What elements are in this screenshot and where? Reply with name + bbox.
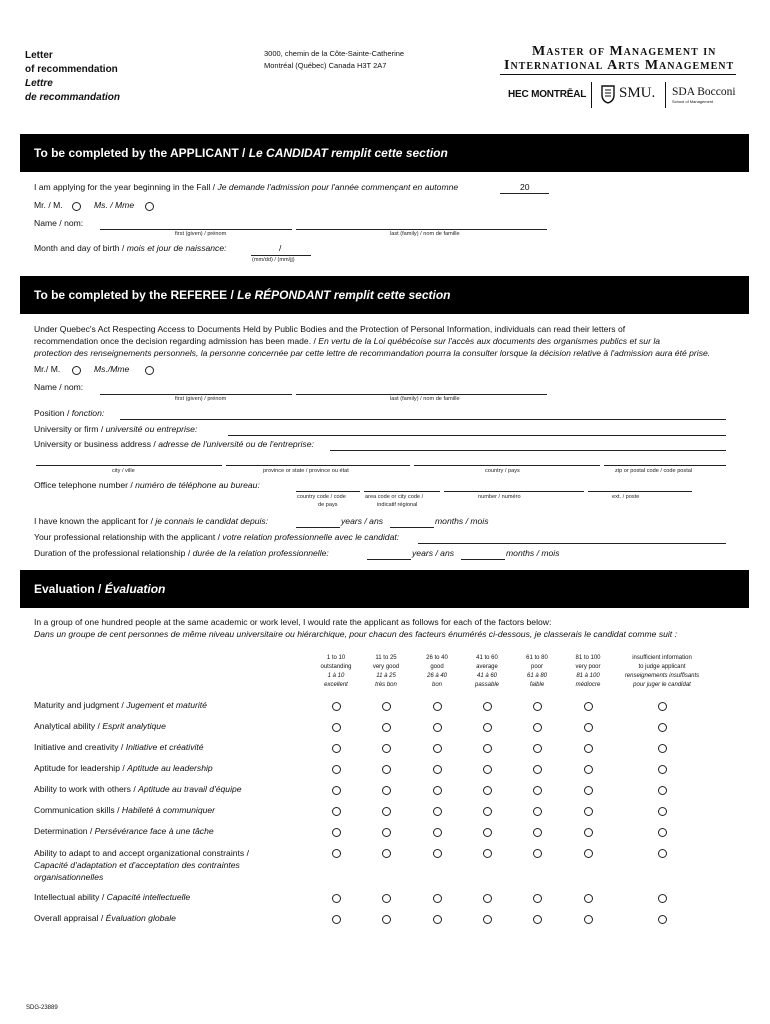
country-code-hint-2: de pays	[318, 502, 338, 508]
rating-radio[interactable]	[433, 807, 442, 816]
postal-code-hint: zip or postal code / code postal	[615, 468, 693, 474]
rating-radio[interactable]	[533, 915, 542, 924]
rating-radio[interactable]	[658, 744, 667, 753]
ext-hint: ext. / poste	[612, 494, 640, 500]
factor-label	[34, 742, 204, 752]
rating-radio[interactable]	[584, 744, 593, 753]
rating-radio[interactable]	[658, 915, 667, 924]
rating-radio[interactable]	[483, 744, 492, 753]
known-years-label: years / ans	[341, 516, 384, 526]
rating-radio[interactable]	[533, 786, 542, 795]
referee-mr-label: Mr./ M.	[34, 364, 61, 374]
rating-column-header	[614, 654, 710, 690]
referee-last-name-hint: last (family) / nom de famille	[390, 396, 460, 402]
rating-column-header-line: average	[476, 664, 498, 670]
address-line-1: 3000, chemin de la Côte-Sainte-Catherine	[264, 49, 405, 58]
rating-column-header-line: renseignements insuffisants	[624, 673, 700, 679]
rating-radio[interactable]	[483, 894, 492, 903]
known-years-field[interactable]	[296, 527, 340, 528]
privacy-notice-line-2	[34, 336, 660, 346]
rating-radio[interactable]	[433, 849, 442, 858]
rating-column-header-line: faible	[529, 682, 545, 688]
referee-first-name-field[interactable]	[100, 394, 292, 395]
rating-radio[interactable]	[658, 894, 667, 903]
footer-code: SDG-23889	[26, 1005, 58, 1011]
privacy-notice-line-1: Under Quebec's Act Respecting Access to Documents Held by Public Bodies and the Protection of Personal Information, individuals can read their letters of	[34, 324, 626, 334]
factor-label-fr: Esprit analytique	[102, 721, 166, 731]
city-hint: city / ville	[112, 468, 135, 474]
referee-heading-fr: Le RÉPONDANT remplit cette section	[237, 288, 451, 302]
rating-radio[interactable]	[483, 765, 492, 774]
duration-months-field[interactable]	[461, 559, 505, 560]
rating-column-header-line: médiocre	[575, 682, 601, 688]
logo-hec-montreal: HEC MONTRĒAL	[508, 89, 587, 100]
rating-radio[interactable]	[533, 702, 542, 711]
address-label-en: University or business address /	[34, 439, 159, 449]
privacy-notice-line-2-fr: En vertu de la Loi québécoise sur l'accès aux documents des organismes publics et sur la	[318, 336, 661, 346]
position-label-en: Position /	[34, 408, 72, 418]
duration-years-label: years / ans	[412, 548, 455, 558]
rating-radio[interactable]	[533, 723, 542, 732]
known-label-en: I have known the applicant for /	[34, 516, 156, 526]
rating-radio[interactable]	[533, 828, 542, 837]
factor-label-en: Communication skills /	[34, 805, 122, 815]
rating-radio[interactable]	[584, 894, 593, 903]
rating-column-header-line: 61 to 80	[526, 655, 548, 661]
rating-radio[interactable]	[382, 894, 391, 903]
rating-column-header-line: passable	[474, 682, 500, 688]
rating-radio[interactable]	[533, 849, 542, 858]
rating-radio[interactable]	[382, 744, 391, 753]
evaluation-intro-en: In a group of one hundred people at the same academic or work level, I would rate the applicant as follows for each of the factors below:	[34, 617, 552, 627]
rating-column-header-line: very poor	[575, 664, 601, 670]
rating-radio[interactable]	[332, 915, 341, 924]
factor-label	[34, 892, 190, 902]
phone-number-field[interactable]	[444, 491, 584, 492]
applicant-mr-radio[interactable]	[72, 202, 81, 211]
referee-ms-label: Ms./Mme	[94, 364, 130, 374]
referee-name-label-text: Name / nom:	[34, 382, 84, 392]
rating-radio[interactable]	[584, 765, 593, 774]
rating-radio[interactable]	[433, 765, 442, 774]
rating-column-header-line: to judge applicant	[638, 664, 686, 670]
applicant-ms-label: Ms. / Mme	[94, 200, 135, 210]
phone-label-en: Office telephone number /	[34, 480, 136, 490]
factor-label	[34, 784, 242, 794]
title-fr-2: de recommandation	[25, 92, 121, 103]
duration-label	[34, 548, 329, 558]
applying-label	[34, 182, 458, 192]
title-fr-1: Lettre	[25, 78, 53, 89]
factor-label-fr: Évaluation globale	[105, 913, 176, 923]
title-en-1: Letter	[25, 50, 53, 61]
factor-label	[34, 847, 284, 883]
applicant-heading-fr: Le CANDIDAT remplit cette section	[248, 146, 448, 160]
rating-column-header-line: 61 à 80	[526, 673, 548, 679]
rating-radio[interactable]	[483, 786, 492, 795]
rating-radio[interactable]	[332, 744, 341, 753]
phone-ext-field[interactable]	[588, 491, 692, 492]
factor-label	[34, 913, 176, 923]
rating-column-header-line: outstanding	[320, 664, 352, 670]
logo-sda-bocconi-sub: School of Management	[672, 99, 714, 104]
program-title-2: International Arts Management	[504, 58, 735, 73]
factor-label-en: Ability to work with others /	[34, 784, 139, 794]
rating-radio[interactable]	[483, 849, 492, 858]
area-code-hint-2: indicatif régional	[377, 502, 418, 508]
university-label	[34, 424, 197, 434]
logo-divider-1	[591, 82, 592, 108]
phone-area-code-field[interactable]	[364, 491, 440, 492]
rating-radio[interactable]	[433, 702, 442, 711]
factor-label	[34, 700, 207, 710]
rating-column-header-line: 11 to 25	[375, 655, 397, 661]
factor-label-en: Overall appraisal /	[34, 913, 106, 923]
phone-country-code-field[interactable]	[296, 491, 360, 492]
factor-label	[34, 763, 213, 773]
rating-radio[interactable]	[584, 702, 593, 711]
logo-divider-2	[665, 82, 666, 108]
rating-column-header-line: excellent	[324, 682, 348, 688]
rating-radio[interactable]	[483, 828, 492, 837]
rating-radio[interactable]	[483, 915, 492, 924]
rating-radio[interactable]	[382, 702, 391, 711]
rating-column-header-line: très bon	[375, 682, 397, 688]
rating-radio[interactable]	[332, 849, 341, 858]
rating-radio[interactable]	[483, 807, 492, 816]
factor-label	[34, 826, 214, 836]
rating-radio[interactable]	[332, 786, 341, 795]
factor-label-fr: Initiative et créativité	[125, 742, 204, 752]
relationship-label	[34, 532, 399, 542]
rating-radio[interactable]	[658, 807, 667, 816]
rating-radio[interactable]	[533, 744, 542, 753]
evaluation-heading-en: Evaluation /	[34, 582, 105, 596]
rating-radio[interactable]	[382, 723, 391, 732]
factor-label-en: Initiative and creativity /	[34, 742, 126, 752]
program-title-1: Master of Management in	[532, 44, 717, 59]
rating-radio[interactable]	[658, 765, 667, 774]
title-en-2: of recommendation	[25, 64, 118, 75]
applicant-last-name-hint: last (family) / nom de famille	[390, 231, 460, 237]
address-label	[34, 439, 314, 449]
factor-label-fr: Persévérance face à une tâche	[94, 826, 214, 836]
rating-column-header-line: poor	[530, 664, 543, 670]
rating-radio[interactable]	[658, 828, 667, 837]
factor-label	[34, 721, 166, 731]
rating-radio[interactable]	[382, 786, 391, 795]
duration-label-fr: durée de la relation professionnelle:	[192, 548, 329, 558]
factor-label-fr: Habileté à communiquer	[121, 805, 216, 815]
known-label-fr: je connais le candidat depuis:	[155, 516, 269, 526]
rating-radio[interactable]	[382, 807, 391, 816]
rating-column-header-line: 26 to 40	[426, 655, 448, 661]
university-label-fr: université ou entreprise:	[105, 424, 198, 434]
referee-name-label	[34, 382, 83, 392]
rating-radio[interactable]	[332, 807, 341, 816]
address-label-fr: adresse de l'université ou de l'entreprise:	[158, 439, 314, 449]
applicant-name-label-text: Name / nom:	[34, 218, 84, 228]
birth-label-en: Month and day of birth /	[34, 243, 127, 253]
province-field[interactable]	[226, 465, 410, 466]
logo-sda-bocconi: SDA Bocconi	[672, 86, 736, 98]
rating-column-header-line: 81 to 100	[575, 655, 601, 661]
factor-label-en: Ability to adapt to and accept organizational constraints /	[34, 848, 249, 858]
rating-radio[interactable]	[658, 702, 667, 711]
known-months-label: months / mois	[435, 516, 489, 526]
rating-radio[interactable]	[584, 828, 593, 837]
relationship-field[interactable]	[418, 543, 726, 544]
birth-date-hint: (mm/dd) / (mm/jj)	[252, 257, 295, 263]
rating-radio[interactable]	[584, 807, 593, 816]
duration-years-field[interactable]	[367, 559, 411, 560]
rating-radio[interactable]	[382, 849, 391, 858]
applicant-heading-en: To be completed by the APPLICANT /	[34, 146, 249, 160]
birth-label-fr: mois et jour de naissance:	[126, 243, 227, 253]
rating-radio[interactable]	[382, 915, 391, 924]
referee-mr-radio[interactable]	[72, 366, 81, 375]
rating-column-header-line: good	[430, 664, 444, 670]
rating-radio[interactable]	[433, 744, 442, 753]
factor-label-fr: Aptitude au leadership	[127, 763, 213, 773]
postal-code-field[interactable]	[604, 465, 726, 466]
rating-radio[interactable]	[533, 894, 542, 903]
rating-radio[interactable]	[382, 828, 391, 837]
rating-radio[interactable]	[533, 807, 542, 816]
factor-label	[34, 805, 215, 815]
logo-smu: SMU.	[619, 85, 656, 101]
position-label	[34, 408, 104, 418]
year-prefix: 20	[520, 182, 530, 192]
applicant-ms-radio[interactable]	[145, 202, 154, 211]
rating-column-header-line: 41 to 60	[476, 655, 498, 661]
rating-radio[interactable]	[584, 786, 593, 795]
rating-column-header-line: very good	[372, 664, 400, 670]
referee-last-name-field[interactable]	[296, 394, 547, 395]
relationship-label-en: Your professional relationship with the applicant /	[34, 532, 223, 542]
applicant-name-label	[34, 218, 83, 228]
phone-label-fr: numéro de téléphone au bureau:	[135, 480, 260, 490]
duration-months-label: months / mois	[506, 548, 560, 558]
rating-radio[interactable]	[483, 723, 492, 732]
factor-label-fr: Capacité d'adaptation et d'acceptation des contraintes organisationnelles	[34, 860, 240, 882]
factor-label-en: Analytical ability /	[34, 721, 103, 731]
evaluation-intro-fr: Dans un groupe de cent personnes de même niveau universitaire ou hiérarchique, pour chacun des facteurs énumérés ci-dessous, je classerais le candidat comme suit :	[34, 629, 677, 639]
rating-column-header	[553, 654, 623, 690]
applicant-section-heading	[20, 134, 749, 172]
known-months-field[interactable]	[390, 527, 434, 528]
address-line-2: Montréal (Québec) Canada H3T 2A7	[264, 61, 387, 70]
applicant-mr-label: Mr. / M.	[34, 200, 63, 210]
applicant-first-name-field[interactable]	[100, 229, 292, 230]
phone-label	[34, 480, 260, 490]
factor-label-en: Determination /	[34, 826, 95, 836]
applicant-first-name-hint: first (given) / prénom	[175, 231, 227, 237]
address-field[interactable]	[330, 450, 726, 451]
rating-column-header-line: 1 à 10	[327, 673, 345, 679]
rating-column-header-line: 11 à 25	[376, 673, 396, 679]
year-field[interactable]	[500, 193, 549, 194]
country-hint: country / pays	[485, 468, 520, 474]
rating-column-header-line: bon	[431, 682, 442, 688]
rating-radio[interactable]	[584, 723, 593, 732]
rating-radio[interactable]	[658, 786, 667, 795]
rating-radio[interactable]	[332, 723, 341, 732]
referee-section-heading	[20, 276, 749, 314]
privacy-notice-line-3: protection des renseignements personnels, la personne concernée par cette lettre de recommandation pourra la consulter lorsque la décision relative à l'admission aura été prise.	[34, 348, 711, 358]
smu-crest-icon	[600, 84, 616, 109]
birth-separator: /	[279, 243, 282, 253]
factor-label-en: Aptitude for leadership /	[34, 763, 128, 773]
applying-label-fr: Je demande l'admission pour l'année commençant en automne	[217, 182, 459, 192]
rating-radio[interactable]	[584, 915, 593, 924]
rating-radio[interactable]	[533, 765, 542, 774]
rating-column-header-line: 41 à 60	[476, 673, 498, 679]
country-field[interactable]	[414, 465, 600, 466]
factor-label-fr: Jugement et maturité	[126, 700, 207, 710]
rating-radio[interactable]	[433, 894, 442, 903]
rating-column-header-line: pour juger le candidat	[633, 682, 691, 688]
referee-heading-en: To be completed by the REFEREE /	[34, 288, 238, 302]
area-code-hint: area code or city code /	[365, 494, 424, 500]
factor-label-fr: Capacité intellectuelle	[106, 892, 191, 902]
birth-date-field[interactable]	[251, 255, 311, 256]
birth-label	[34, 243, 227, 253]
rating-column-header-line: insufficient information	[632, 655, 692, 661]
position-label-fr: fonction:	[71, 408, 105, 418]
referee-ms-radio[interactable]	[145, 366, 154, 375]
rating-radio[interactable]	[433, 786, 442, 795]
country-code-hint: country code / code	[297, 494, 346, 500]
factor-label-en: Maturity and judgment /	[34, 700, 127, 710]
rating-radio[interactable]	[658, 849, 667, 858]
rating-radio[interactable]	[483, 702, 492, 711]
rating-radio[interactable]	[658, 723, 667, 732]
rating-column-header-line: 1 to 10	[326, 655, 346, 661]
relationship-label-fr: votre relation professionnelle avec le candidat:	[222, 532, 400, 542]
rating-radio[interactable]	[433, 828, 442, 837]
city-field[interactable]	[36, 465, 222, 466]
rating-radio[interactable]	[332, 828, 341, 837]
number-hint: number / numéro	[478, 494, 521, 500]
position-field[interactable]	[120, 419, 726, 420]
rating-radio[interactable]	[433, 723, 442, 732]
evaluation-section-heading	[20, 570, 749, 608]
rating-radio[interactable]	[332, 765, 341, 774]
rating-column-header-line: 81 à 100	[576, 673, 600, 679]
rating-column-header-line: 26 à 40	[426, 673, 448, 679]
rating-radio[interactable]	[584, 849, 593, 858]
applying-label-en: I am applying for the year beginning in the Fall /	[34, 182, 218, 192]
rating-radio[interactable]	[332, 894, 341, 903]
duration-label-en: Duration of the professional relationship /	[34, 548, 193, 558]
factor-label-en: Intellectual ability /	[34, 892, 107, 902]
rating-radio[interactable]	[382, 765, 391, 774]
university-field[interactable]	[228, 435, 726, 436]
evaluation-heading-fr: Évaluation	[104, 582, 166, 596]
university-label-en: University or firm /	[34, 424, 106, 434]
province-hint: province or state / province ou état	[263, 468, 349, 474]
program-title-rule	[500, 74, 736, 75]
referee-first-name-hint: first (given) / prénom	[175, 396, 227, 402]
factor-label-fr: Aptitude au travail d'équipe	[138, 784, 242, 794]
rating-radio[interactable]	[433, 915, 442, 924]
known-label	[34, 516, 268, 526]
applicant-last-name-field[interactable]	[296, 229, 547, 230]
privacy-notice-line-2-en: recommendation once the decision regarding admission has been made. /	[34, 336, 319, 346]
rating-radio[interactable]	[332, 702, 341, 711]
